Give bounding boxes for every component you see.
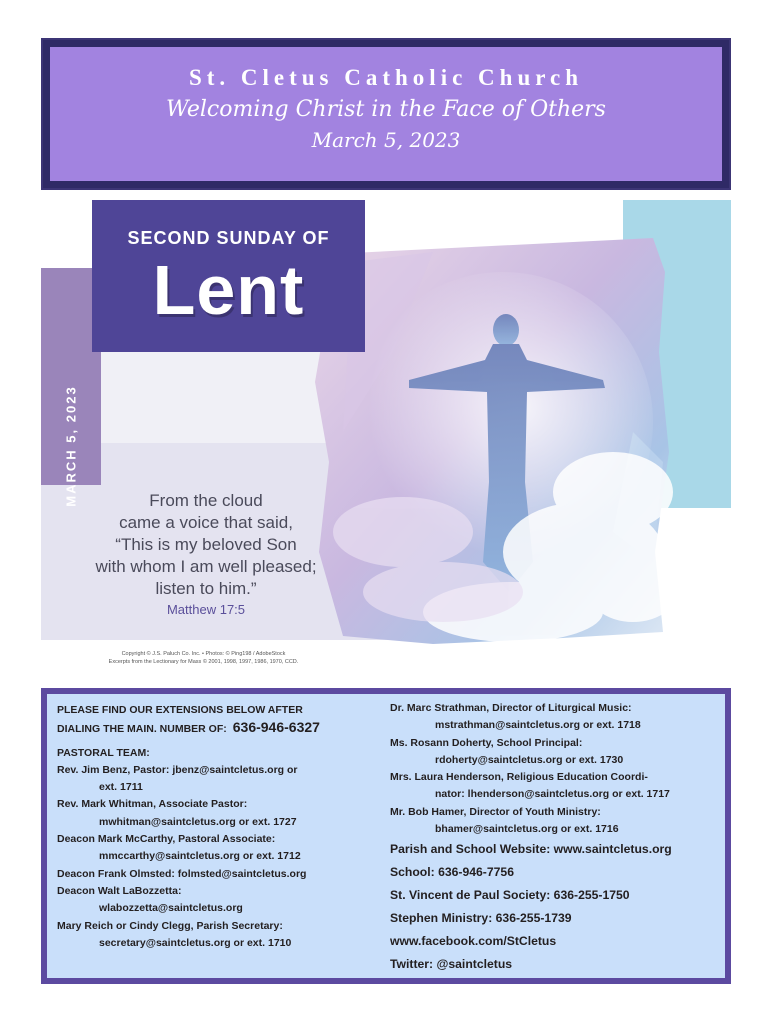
copyright-line: Excerpts from the Lectionary for Mass © 2001, 1998, 1997, 1986, 1970, CCD. (108, 659, 299, 665)
quote-line: listen to him.” (155, 579, 257, 598)
lent-title-box (92, 200, 365, 352)
poster-copyright (41, 650, 366, 666)
contact-line: bhamer@saintcletus.org or ext. 1716 (435, 823, 619, 836)
lent-title-top: SECOND SUNDAY OF (127, 228, 330, 248)
church-name: St. Cletus Catholic Church (188, 65, 584, 90)
scripture-quote (56, 490, 356, 600)
bulletin-date: March 5, 2023 (311, 128, 461, 152)
pastoral-team-list (57, 762, 377, 952)
contact-line: Deacon Frank Olmsted: folmsted@saintcletus.org (57, 867, 307, 880)
quote-line: came a voice that said, (119, 513, 293, 532)
contacts-intro-number-row (57, 719, 377, 738)
contact-line: wlabozzetta@saintcletus.org (99, 902, 243, 915)
contact-line: rdoherty@saintcletus.org or ext. 1730 (435, 753, 624, 766)
contacts-left-column (57, 702, 377, 952)
contact-line: ext. 1711 (99, 781, 143, 794)
quote-line: From the cloud (149, 491, 263, 510)
header-banner-inner (50, 47, 722, 181)
contact-line: mwhitman@saintcletus.org or ext. 1727 (99, 815, 297, 828)
twitter-handle[interactable]: Twitter: @saintcletus (390, 957, 513, 972)
contact-line: Ms. Rosann Doherty, School Principal: (390, 736, 583, 749)
contact-line: nator: lhenderson@saintcletus.org or ext. 1717 (435, 788, 670, 801)
quote-line: with whom I am well pleased; (95, 557, 317, 576)
svdp-phone: St. Vincent de Paul Society: 636-255-1750 (390, 888, 630, 903)
school-phone: School: 636-946-7756 (390, 865, 514, 880)
pastoral-team-heading: PASTORAL TEAM: (57, 746, 150, 759)
contact-line: mstrathman@saintcletus.org or ext. 1718 (435, 719, 641, 732)
christ-in-clouds-image (313, 232, 673, 644)
quote-line: “This is my beloved Son (115, 535, 297, 554)
contact-line: Rev. Mark Whitman, Associate Pastor: (57, 798, 248, 811)
lent-title-main: Lent (152, 251, 305, 329)
lent-poster (41, 198, 731, 676)
header-banner (41, 38, 731, 190)
contacts-intro-2: DIALING THE MAIN. NUMBER OF: (57, 723, 227, 736)
contact-line: Rev. Jim Benz, Pastor: jbenz@saintcletus.org or (57, 763, 298, 776)
contact-line: secretary@saintcletus.org or ext. 1710 (99, 936, 292, 949)
website-line[interactable]: Parish and School Website: www.saintcletus.org (390, 842, 672, 857)
facebook-link[interactable]: www.facebook.com/StCletus (390, 934, 557, 949)
stephen-ministry-phone: Stephen Ministry: 636-255-1739 (390, 911, 572, 926)
contact-line: Deacon Walt LaBozzetta: (57, 884, 182, 897)
contacts-box (41, 688, 731, 984)
tagline: Welcoming Christ in the Face of Others (166, 97, 606, 122)
contact-line: Mrs. Laura Henderson, Religious Education Coordi- (390, 771, 648, 784)
contact-line: Dr. Marc Strathman, Director of Liturgical Music: (390, 702, 632, 714)
contact-line: Deacon Mark McCarthy, Pastoral Associate: (57, 833, 276, 846)
copyright-line: Copyright © J.S. Paluch Co. Inc. • Photos: © Ping198 / AdobeStock (121, 651, 286, 657)
staff-list (390, 700, 720, 838)
contacts-right-column (390, 700, 720, 976)
contact-line: Mr. Bob Hamer, Director of Youth Ministry: (390, 805, 601, 818)
poster-side-date: MARCH 5, 2023 (63, 385, 79, 507)
contacts-box-inner (47, 694, 725, 978)
contact-line: mmccarthy@saintcletus.org or ext. 1712 (99, 850, 301, 863)
main-phone-number[interactable]: 636-946-6327 (232, 719, 320, 736)
contact-line: Mary Reich or Cindy Clegg, Parish Secretary: (57, 919, 283, 932)
quote-citation: Matthew 17:5 (166, 602, 246, 617)
contacts-intro: PLEASE FIND OUR EXTENSIONS BELOW AFTER (57, 704, 303, 716)
